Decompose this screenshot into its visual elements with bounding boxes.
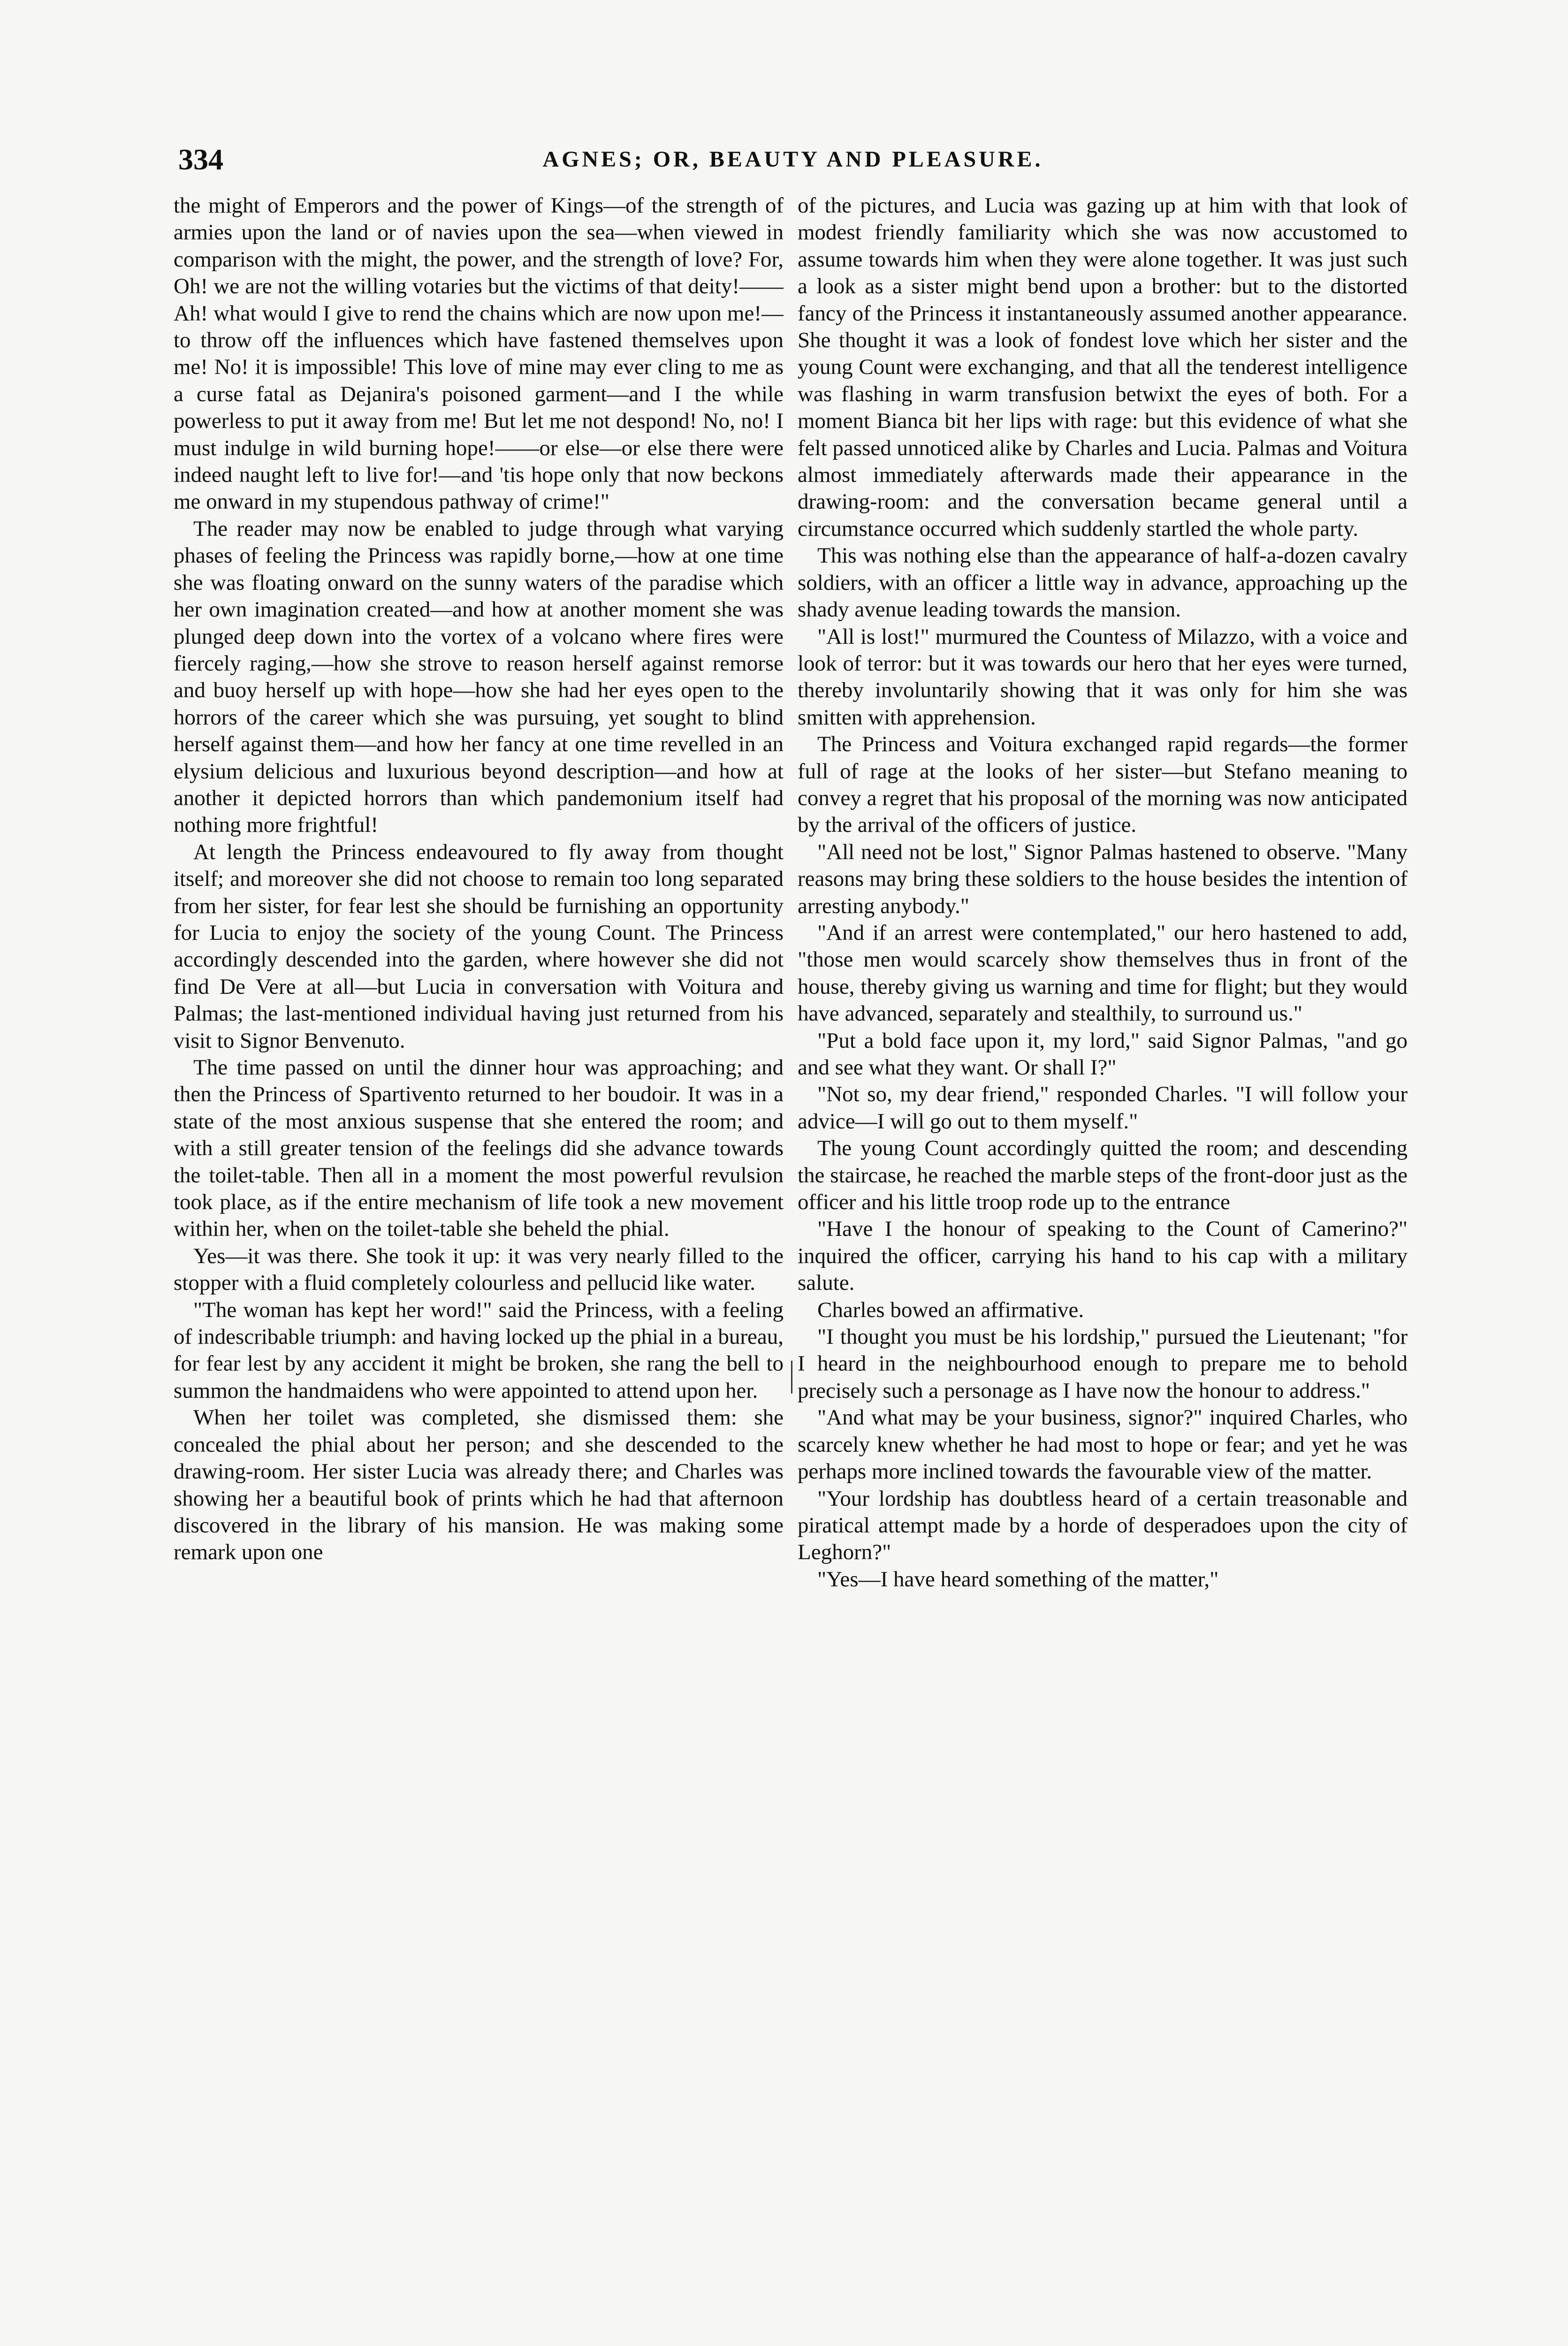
paragraph: This was nothing else than the appearance of half-a-dozen cavalry soldiers, with an officer a little way in advance, approaching up the shady avenue leading towards the mansion. [798,543,1408,622]
paragraph: Charles bowed an affirmative. [817,1297,1084,1322]
running-head: AGNES; OR, BEAUTY AND PLEASURE. [542,147,1043,172]
paragraph: "And what may be your business, signor?" inquired Charles, who scarcely knew whether he had most to hope or fear; and yet he was perhaps more inclined towards the favourable view of the matter. [798,1405,1408,1484]
paragraph: At length the Princess endeavoured to fly away from thought itself; and moreover she did not choose to remain too long separated from her sister, for fear lest she should be furnishing an opportunity for Lucia to enjoy the society of the young Count. The Princess accordingly descended into the garden, where however she did not find De Vere at all—but Lucia in conversation with Voitura and Palmas; the last-mentioned individual having just returned from his visit to Signor Benvenuto. [174,839,784,1053]
paragraph: "All need not be lost," Signor Palmas hastened to observe. "Many reasons may bring these soldiers to the house besides the intention of arresting anybody." [798,839,1408,918]
paragraph: Yes—it was there. She took it up: it was very nearly filled to the stopper with a fluid completely colourless and pellucid like water. [174,1243,784,1295]
paragraph: of the pictures, and Lucia was gazing up at him with that look of modest friendly familiarity which she was now accustomed to assume towards him when they were alone together. It was just such a look as a sister might bend upon a brother: but to the distorted fancy of the Princess it instantaneously assumed another appearance. She thought it was a look of fondest love which her sister and the young Count were exchanging, and that all the tenderest intelligence was flashing in warm transfusion betwixt the eyes of both. For a moment Bianca bit her lips with rage: but this evidence of what she felt passed unnoticed alike by Charles and Lucia. Palmas and Voitura almost immediately afterwards made their appearance in the drawing-room: and the conversation became general until a circumstance occurred which suddenly startled the whole party. [798,193,1408,541]
paragraph: the might of Emperors and the power of Kings—of the strength of armies upon the land or of navies upon the sea—when viewed in comparison with the might, the power, and the strength of love? For, Oh! we are not the willing votaries but the victims of that deity!——Ah! what would I give to rend the chains which are now upon me!—to throw off the influences which have fastened themselves upon me! No! it is impossible! This love of mine may ever cling to me as a curse fatal as Dejanira's poisoned garment—and I the while powerless to put it away from me! But let me not despond! No, no! I must indulge in wild burning hope!——or else—or else there were indeed naught left to live for!—and 'tis hope only that now beckons me onward in my stupendous pathway of crime!" [174,193,784,514]
paragraph: "Yes—I have heard something of the matter," [817,1567,1219,1592]
paragraph: "All is lost!" murmured the Countess of Milazzo, with a voice and look of terror: but it was towards our hero that her eyes were turned, thereby involuntarily showing that it was only for him she was smitten with apprehension. [798,624,1408,730]
paragraph: The young Count accordingly quitted the room; and descending the staircase, he reached the marble steps of the front-door just as the officer and his little troop rode up to the entrance [798,1136,1408,1215]
page-number: 334 [178,143,223,176]
paragraph: "Your lordship has doubtless heard of a certain treasonable and piratical attempt made by a horde of desperadoes upon the city of Leghorn?" [798,1486,1408,1565]
right-column [798,192,1408,2346]
paragraph: "Have I the honour of speaking to the Count of Camerino?" inquired the officer, carrying his hand to his cap with a military salute. [798,1217,1408,1295]
paragraph: "I thought you must be his lordship," pursued the Lieutenant; "for I heard in the neighbourhood enough to prepare me to behold precisely such a personage as I have now the honour to address." [798,1325,1408,1403]
paragraph: The Princess and Voitura exchanged rapid regards—the former full of rage at the looks of her sister—but Stefano meaning to convey a regret that his proposal of the morning was now anticipated by the arrival of the officers of justice. [798,732,1408,838]
paragraph: "Put a bold face upon it, my lord," said Signor Palmas, "and go and see what they want. Or shall I?" [798,1028,1408,1080]
page-header [160,141,1426,183]
left-column [174,192,784,2346]
paragraph: When her toilet was completed, she dismissed them: she concealed the phial about her person; and she descended to the drawing-room. Her sister Lucia was already there; and Charles was showing her a beautiful book of prints which he had that afternoon discovered in the library of his mansion. He was making some remark upon one [174,1405,784,1565]
paragraph: "And if an arrest were contemplated," our hero hastened to add, "those men would scarcely show themselves thus in front of the house, thereby giving us warning and time for flight; but they would have advanced, separately and stealthily, to surround us." [798,920,1408,1026]
column-divider-mark [791,1361,792,1394]
paragraph: The time passed on until the dinner hour was approaching; and then the Princess of Spartivento returned to her boudoir. It was in a state of the most anxious suspense that she entered the room; and with a still greater tension of the feelings did she advance towards the toilet-table. Then all in a moment the most powerful revulsion took place, as if the entire mechanism of life took a new movement within her, when on the toilet-table she beheld the phial. [174,1055,784,1242]
paragraph: The reader may now be enabled to judge through what varying phases of feeling the Princess was rapidly borne,—how at one time she was floating onward on the sunny waters of the paradise which her own imagination created—and how at another moment she was plunged deep down into the vortex of a volcano where fires were fiercely raging,—how she strove to reason herself against remorse and buoy herself up with hope—how she had her eyes open to the horrors of the career which she was pursuing, yet sought to blind herself against them—and how her fancy at one time revelled in an elysium delicious and luxurious beyond description—and how at another it depicted horrors than which pandemonium itself had nothing more frightful! [174,516,784,838]
paragraph: "Not so, my dear friend," responded Charles. "I will follow your advice—I will go out to them myself." [798,1082,1408,1134]
paragraph: "The woman has kept her word!" said the Princess, with a feeling of indescribable triumph: and having locked up the phial in a bureau, for fear lest by any accident it might be broken, she rang the bell to summon the handmaidens who were appointed to attend upon her. [174,1297,784,1403]
